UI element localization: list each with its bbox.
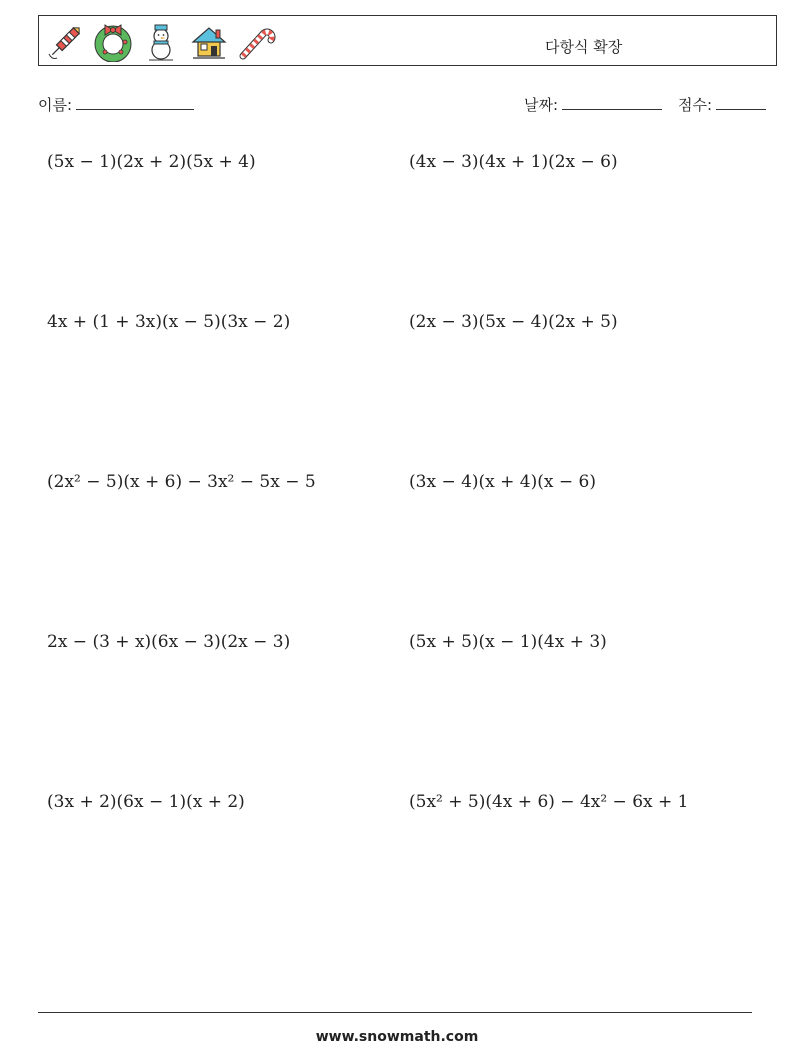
problem-4: (2x − 3)(5x − 4)(2x + 5) — [409, 312, 618, 332]
footer-divider — [38, 1012, 752, 1013]
problem-5: (2x² − 5)(x + 6) − 3x² − 5x − 5 — [47, 472, 316, 492]
footer-site-link[interactable]: www.snowmath.com — [315, 1029, 479, 1045]
date-blank — [562, 95, 662, 110]
score-field — [678, 94, 766, 115]
problem-9: (3x + 2)(6x − 1)(x + 2) — [47, 792, 245, 812]
problem-2: (4x − 3)(4x + 1)(2x − 6) — [409, 152, 618, 172]
snowy-house-icon — [189, 22, 229, 62]
problem-6: (3x − 4)(x + 4)(x − 6) — [409, 472, 596, 492]
christmas-wreath-icon — [93, 22, 133, 62]
problem-10: (5x² + 5)(4x + 6) − 4x² − 6x + 1 — [409, 792, 689, 812]
snowman-icon — [141, 22, 181, 62]
firework-rocket-icon — [45, 22, 85, 62]
date-label: 날짜: — [524, 96, 559, 114]
worksheet-header — [38, 15, 777, 66]
decoration-icons — [45, 22, 277, 62]
score-label: 점수: — [678, 96, 713, 114]
score-blank — [716, 95, 766, 110]
candy-cane-icon — [237, 22, 277, 62]
worksheet-title: 다항식 확장 — [545, 38, 623, 56]
name-label: 이름: — [38, 96, 73, 114]
name-field — [38, 94, 194, 115]
problem-8: (5x + 5)(x − 1)(4x + 3) — [409, 632, 607, 652]
name-blank — [76, 95, 194, 110]
date-field — [524, 94, 662, 115]
problem-1: (5x − 1)(2x + 2)(5x + 4) — [47, 152, 256, 172]
problem-7: 2x − (3 + x)(6x − 3)(2x − 3) — [47, 632, 291, 652]
problem-3: 4x + (1 + 3x)(x − 5)(3x − 2) — [47, 312, 291, 332]
